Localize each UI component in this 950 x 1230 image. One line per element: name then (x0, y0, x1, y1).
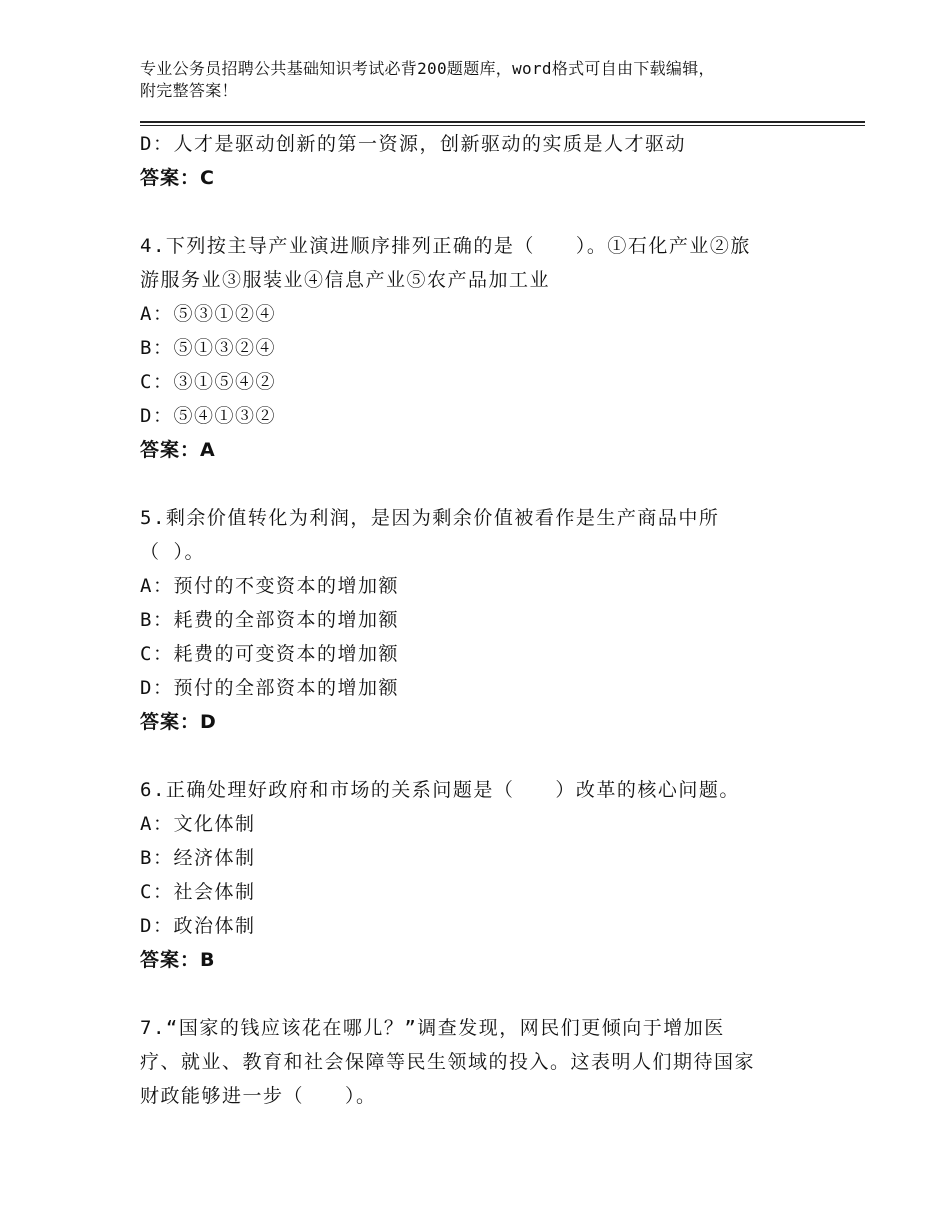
question-4 (140, 229, 820, 467)
question-7 (140, 1011, 820, 1113)
question-stem: 6.正确处理好政府和市场的关系问题是（ ）改革的核心问题。 (140, 779, 740, 801)
question-5 (140, 501, 820, 739)
question-stem: （ ）。 (140, 541, 205, 563)
option-b: B：⑤①③②④ (140, 337, 276, 359)
header-line-1: 专业公务员招聘公共基础知识考试必背200题题库，word格式可自由下载编辑， (140, 59, 715, 78)
question-stem: 4.下列按主导产业演进顺序排列正确的是（ ）。①石化产业②旅 (140, 235, 751, 257)
spacer (140, 739, 820, 773)
question-stem: 7.“国家的钱应该花在哪儿？”调查发现，网民们更倾向于增加医 (140, 1017, 725, 1039)
option-d: D：预付的全部资本的增加额 (140, 677, 399, 699)
answer-line: 答案：B (140, 949, 216, 971)
header-line-2: 附完整答案！ (140, 81, 238, 100)
option-a: A：文化体制 (140, 813, 256, 835)
header-rule-thin (140, 125, 865, 126)
question-6 (140, 773, 820, 977)
spacer (140, 195, 820, 229)
spacer (140, 467, 820, 501)
option-c: C：社会体制 (140, 881, 256, 903)
question-content (140, 127, 820, 1113)
option-d: D：⑤④①③② (140, 405, 276, 427)
option-b: B：经济体制 (140, 847, 256, 869)
option-a: A：⑤③①②④ (140, 303, 276, 325)
answer-line: 答案：A (140, 439, 216, 461)
option-a: A：预付的不变资本的增加额 (140, 575, 399, 597)
answer-line: 答案：D (140, 711, 217, 733)
question-stem: 5.剩余价值转化为利润，是因为剩余价值被看作是生产商品中所 (140, 507, 720, 529)
header-rule-thick (140, 121, 865, 123)
question-stem: 疗、就业、教育和社会保障等民生领域的投入。这表明人们期待国家 (140, 1051, 756, 1073)
question-3-tail (140, 127, 820, 195)
question-stem: 财政能够进一步（ ）。 (140, 1085, 377, 1107)
option-d: D：人才是驱动创新的第一资源，创新驱动的实质是人才驱动 (140, 133, 686, 155)
spacer (140, 977, 820, 1011)
option-c: C：耗费的可变资本的增加额 (140, 643, 399, 665)
question-stem: 游服务业③服装业④信息产业⑤农产品加工业 (140, 269, 551, 291)
page-header (140, 58, 820, 102)
option-c: C：③①⑤④② (140, 371, 276, 393)
option-b: B：耗费的全部资本的增加额 (140, 609, 399, 631)
answer-line: 答案：C (140, 167, 215, 189)
option-d: D：政治体制 (140, 915, 256, 937)
